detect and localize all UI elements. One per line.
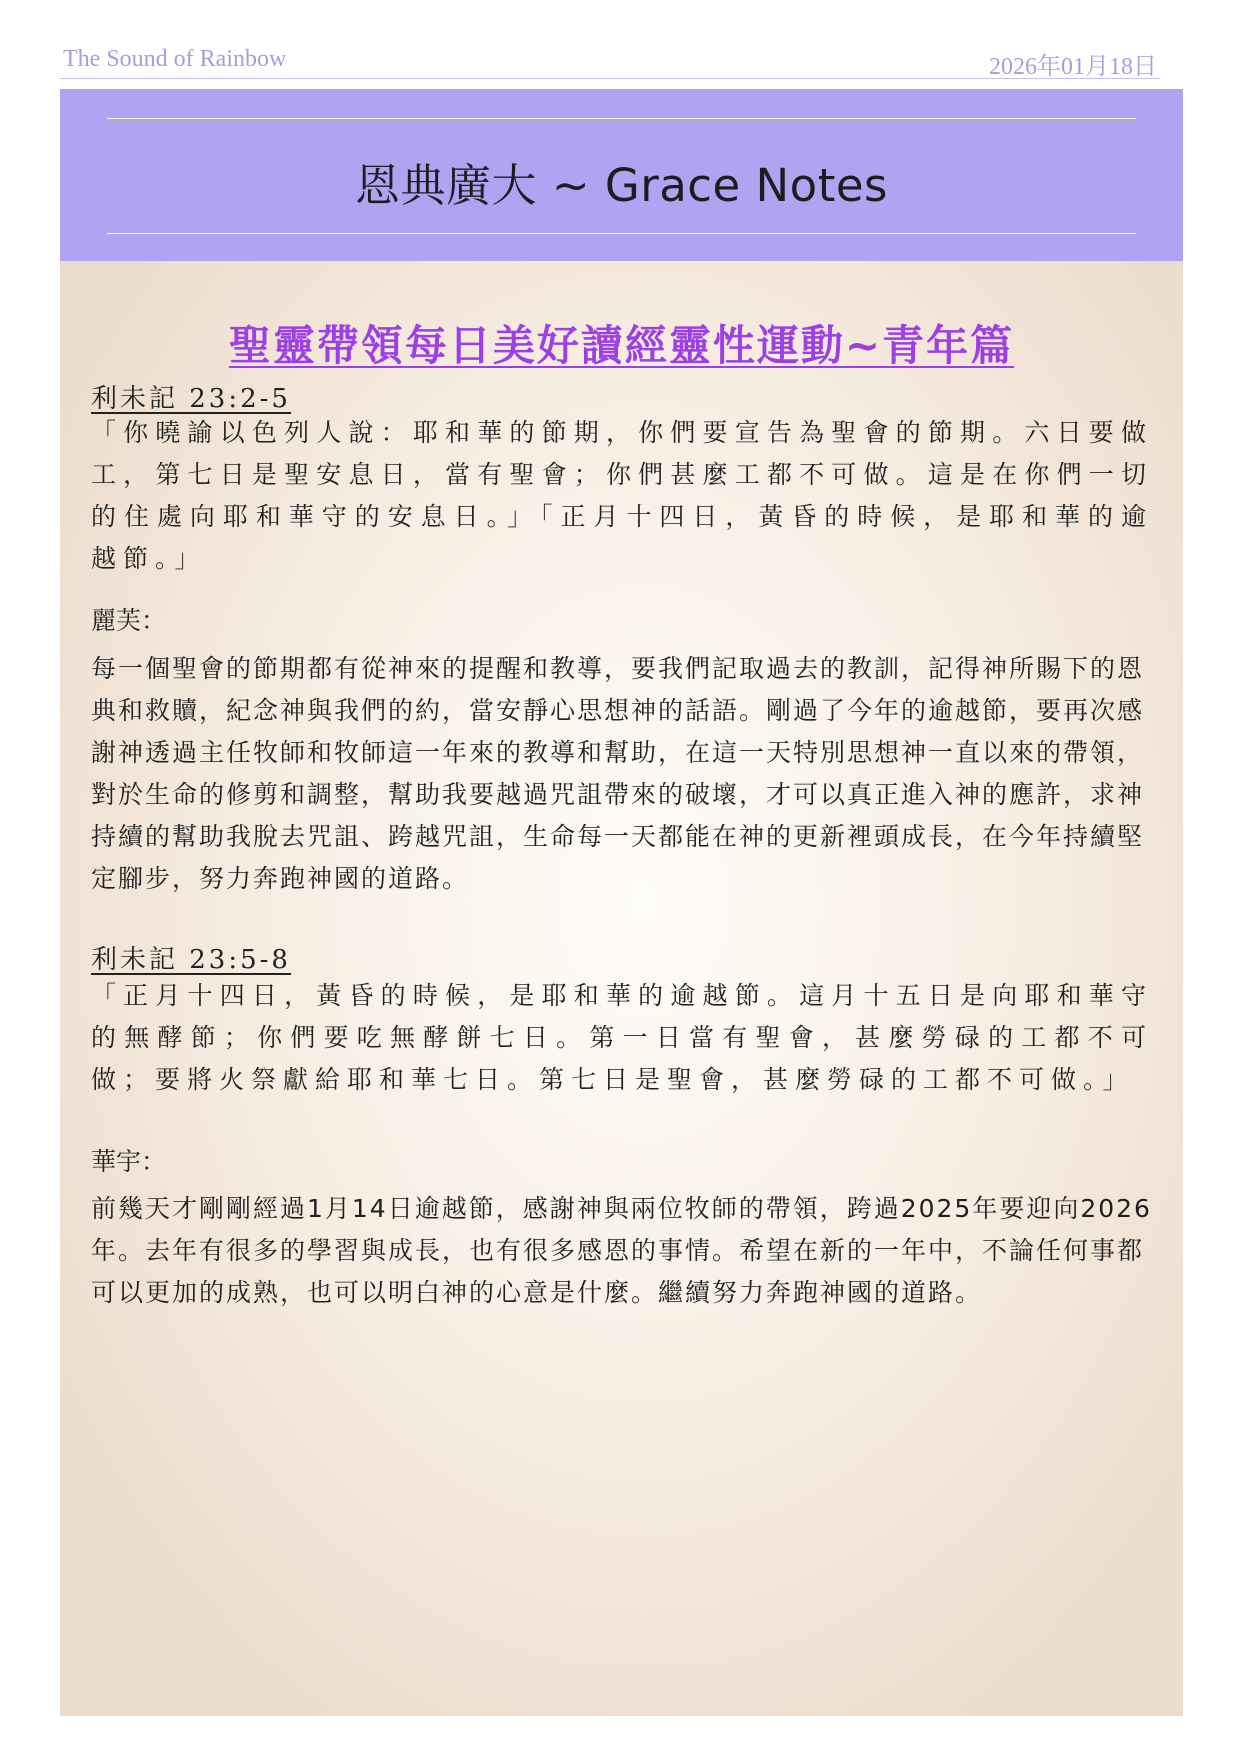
reflection-text: 每一個聖會的節期都有從神來的提醒和教導，要我們記取過去的教訓，記得神所賜下的恩典和救贖，紀念神與我們的約，當安靜心思想神的話語。剛過了今年的逾越節，要再次感謝神透過主任牧師和牧師這一年來的教導和幫助，在這一天特別思想神一直以來的帶領，對於生命的修剪和調整，幫助我要越過咒詛帶來的破壞，才可以真正進入神的應許，求神持續的幫助我脫去咒詛、跨越咒詛，生命每一天都能在神的更新裡頭成長，在今年持續堅定腳步，努力奔跑神國的道路。	[91, 654, 1145, 893]
scripture-text: 「正月十四日，黃昏的時候，是耶和華的逾越節。這月十五日是向耶和華守的無酵節；你們要吃無酵餅七日。第一日當有聖會，甚麼勞碌的工都不可做；要將火祭獻給耶和華七日。第七日是聖會，甚麼勞碌的工都不可做。」	[91, 981, 1153, 1094]
publication-date: 2026年01月18日	[989, 54, 1157, 80]
banner-top-rule	[107, 118, 1136, 119]
publication-name: The Sound of Rainbow	[63, 46, 287, 72]
speaker-name: 華宇：	[91, 1147, 167, 1176]
scripture-reference: 利未記 23:2-5	[91, 384, 291, 414]
scripture-text: 「你曉諭以色列人說：耶和華的節期，你們要宣告為聖會的節期。六日要做工，第七日是聖安息日，當有聖會；你們甚麼工都不可做。這是在你們一切的住處向耶和華守的安息日。」「正月十四日，黃昏的時候，是耶和華的逾越節。」	[91, 418, 1153, 573]
banner-bottom-rule	[107, 233, 1136, 234]
banner-title: 恩典廣大 ~ Grace Notes	[355, 159, 888, 212]
page-header	[60, 40, 1160, 79]
title-banner	[60, 89, 1183, 261]
article-subtitle-text: 聖靈帶領每日美好讀經靈性運動~青年篇	[228, 321, 1015, 370]
speaker-name: 麗芙：	[91, 606, 167, 635]
article-subtitle	[60, 313, 1183, 373]
scripture-reference: 利未記 23:5-8	[91, 945, 291, 975]
page-card	[60, 89, 1183, 1716]
reflection-text: 前幾天才剛剛經過1月14日逾越節，感謝神與兩位牧師的帶領，跨過2025年要迎向2026年。去年有很多的學習與成長，也有很多感恩的事情。希望在新的一年中，不論任何事都可以更加的成熟，也可以明白神的心意是什麼。繼續努力奔跑神國的道路。	[91, 1194, 1152, 1307]
